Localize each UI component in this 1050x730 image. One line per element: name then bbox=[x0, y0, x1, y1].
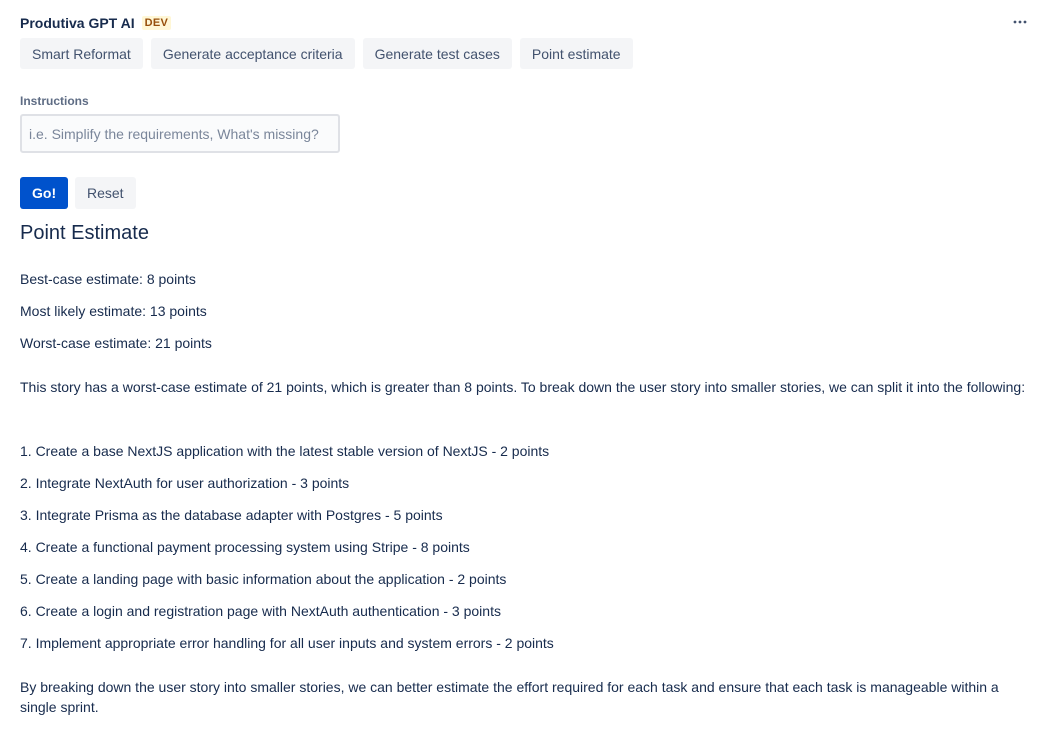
most-likely-estimate: Most likely estimate: 13 points bbox=[20, 303, 207, 319]
story-item: 4. Create a functional payment processing system using Stripe - 8 points bbox=[20, 539, 470, 555]
result-intro: This story has a worst-case estimate of 21 points, which is greater than 8 points. To break down the user story into smaller stories, we can split it into the following: bbox=[20, 379, 1026, 395]
best-case-estimate: Best-case estimate: 8 points bbox=[20, 271, 196, 287]
reset-button[interactable]: Reset bbox=[75, 177, 136, 209]
story-item: 5. Create a landing page with basic information about the application - 2 points bbox=[20, 571, 507, 587]
go-button[interactable]: Go! bbox=[20, 177, 68, 209]
dev-badge: DEV bbox=[142, 16, 172, 30]
point-estimate-button[interactable]: Point estimate bbox=[520, 38, 633, 69]
more-horizontal-icon bbox=[1013, 20, 1027, 24]
generate-test-cases-button[interactable]: Generate test cases bbox=[363, 38, 512, 69]
story-item: 2. Integrate NextAuth for user authorization - 3 points bbox=[20, 475, 350, 491]
story-item: 1. Create a base NextJS application with the latest stable version of NextJS - 2 points bbox=[20, 443, 550, 459]
action-bar bbox=[20, 38, 633, 69]
generate-acceptance-criteria-button[interactable]: Generate acceptance criteria bbox=[151, 38, 355, 69]
smart-reformat-button[interactable]: Smart Reformat bbox=[20, 38, 143, 69]
more-options-button[interactable] bbox=[1010, 12, 1030, 32]
worst-case-estimate: Worst-case estimate: 21 points bbox=[20, 335, 212, 351]
story-item: 3. Integrate Prisma as the database adapter with Postgres - 5 points bbox=[20, 507, 443, 523]
app-title: Produtiva GPT AI bbox=[20, 15, 135, 31]
instructions-label: Instructions bbox=[20, 94, 89, 108]
story-item: 6. Create a login and registration page with NextAuth authentication - 3 points bbox=[20, 603, 501, 619]
story-item: 7. Implement appropriate error handling for all user inputs and system errors - 2 points bbox=[20, 635, 554, 651]
result-title: Point Estimate bbox=[20, 222, 149, 244]
header bbox=[20, 14, 171, 32]
instructions-input[interactable] bbox=[20, 114, 340, 153]
result-conclusion: By breaking down the user story into smaller stories, we can better estimate the effort required for each task and ensure that each task is manageable within a single sprint. bbox=[20, 679, 999, 715]
